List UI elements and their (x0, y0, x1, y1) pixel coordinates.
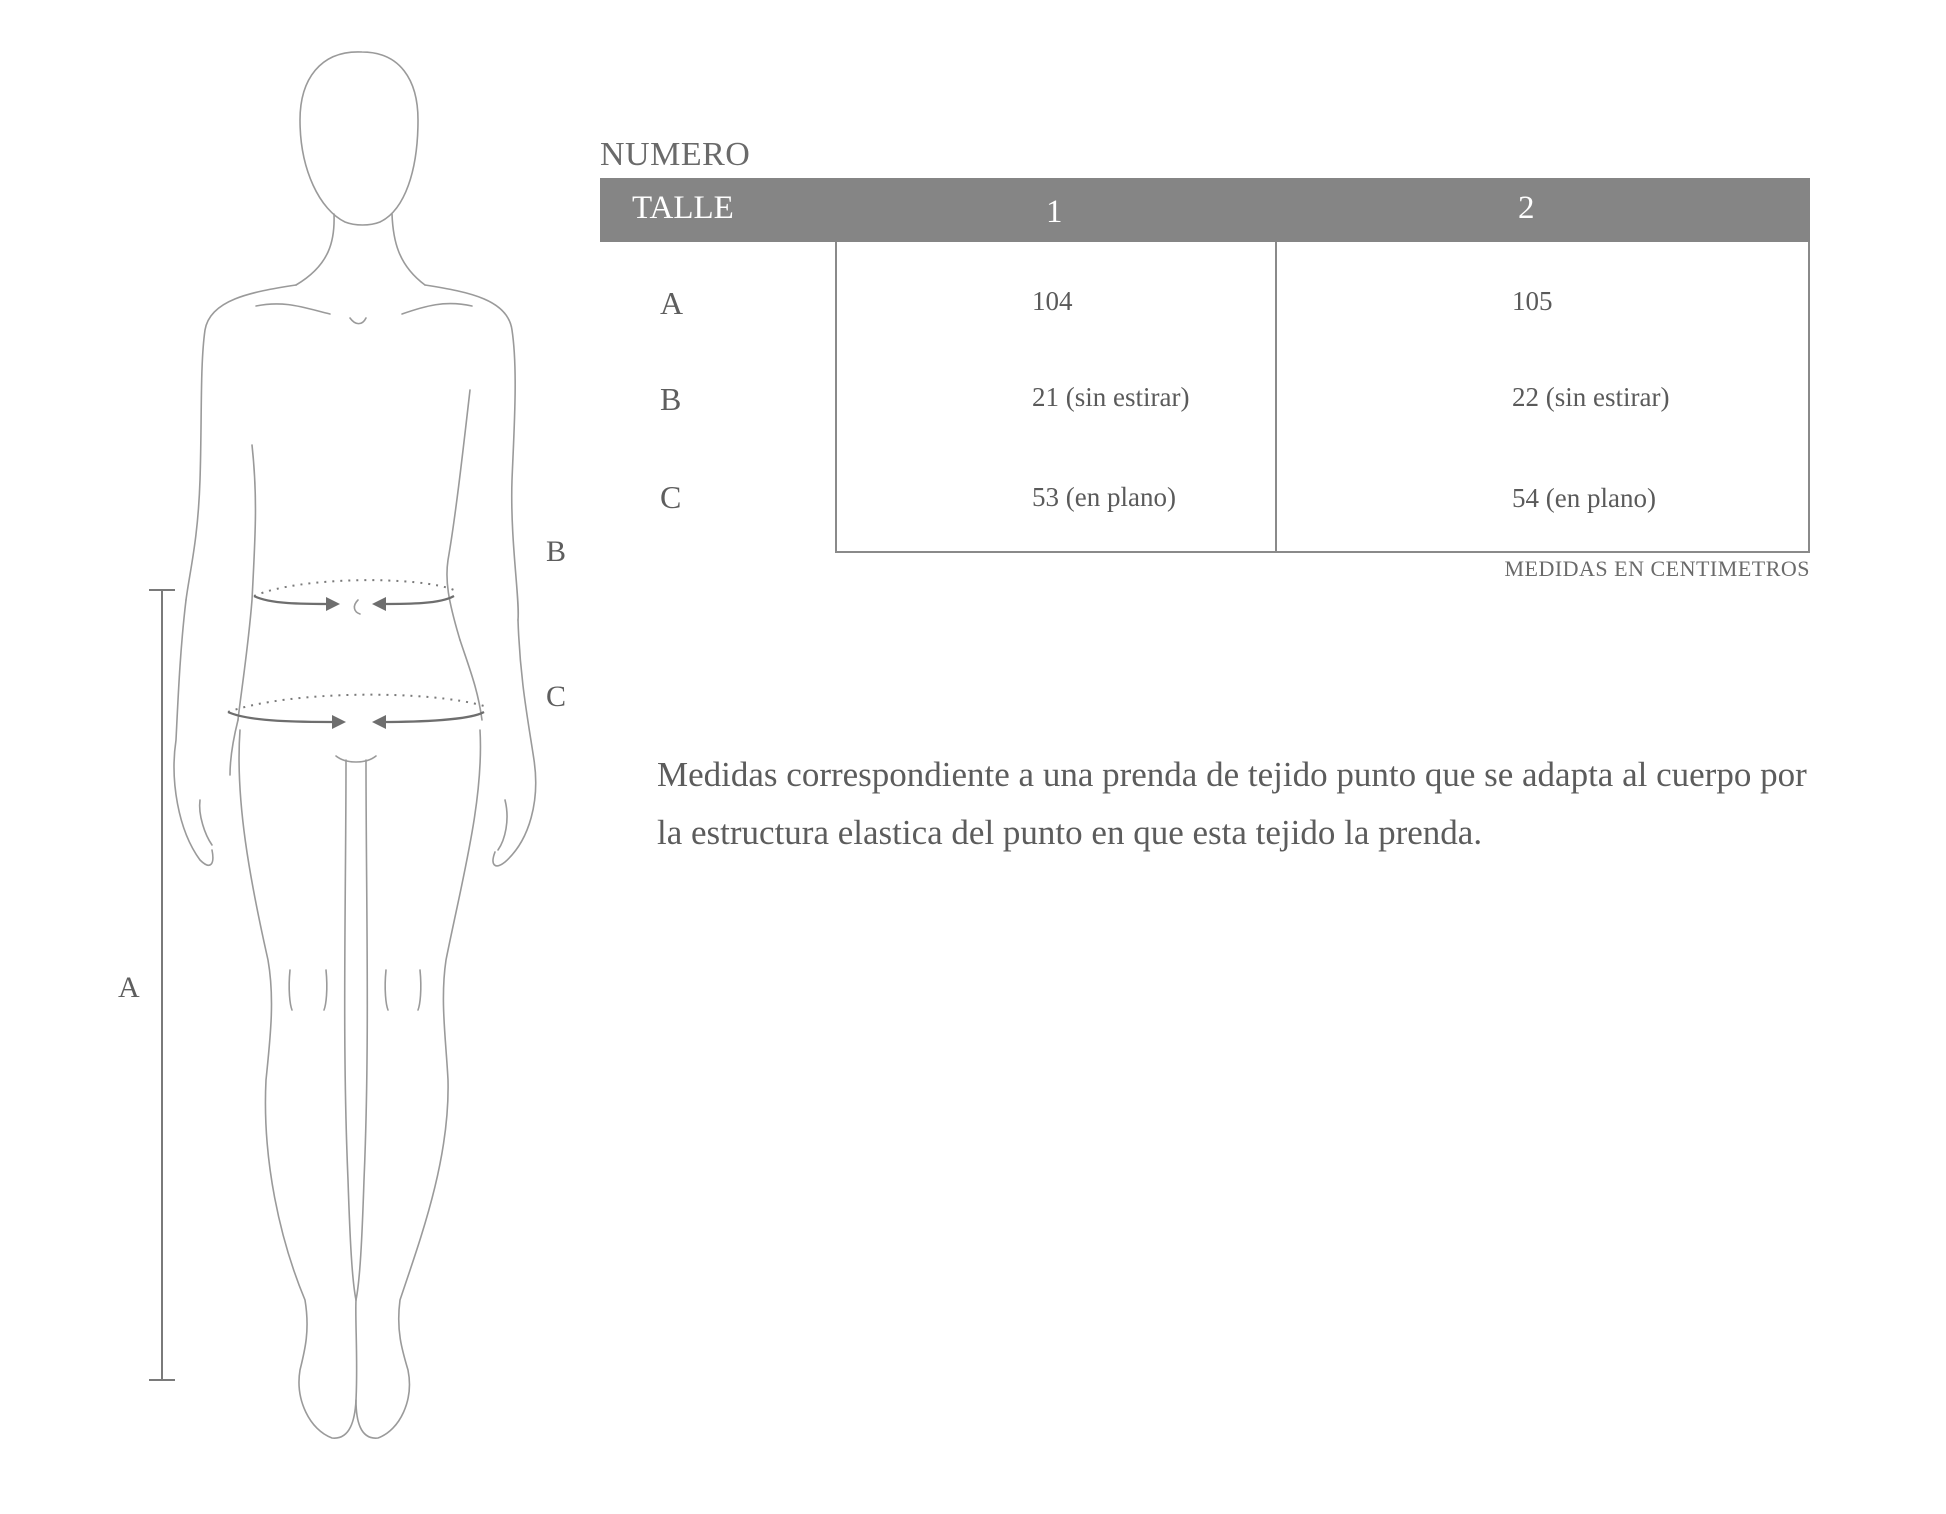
row-label-c: C (660, 479, 682, 515)
header-col-2: 2 (1518, 190, 1535, 226)
header-row-label: TALLE (632, 190, 734, 226)
length-measure-marker (149, 590, 175, 1380)
cell-a-2: 105 (1512, 286, 1553, 316)
hip-measure-marker (228, 695, 484, 729)
units-note: MEDIDAS EN CENTIMETROS (1504, 556, 1810, 581)
table-header (600, 178, 1810, 242)
row-label-b: B (660, 381, 682, 417)
row-label-a: A (660, 285, 684, 321)
size-table (600, 130, 1810, 590)
table-caption: NUMERO (600, 136, 751, 173)
cell-c-1: 53 (en plano) (1032, 482, 1176, 512)
description-text: Medidas correspondiente a una prenda de tejido punto que se adapta al cuerpo por la estructura elastica del punto en que esta tejido la prenda. (657, 755, 1807, 852)
measure-label-b: B (546, 535, 567, 568)
header-col-1: 1 (1046, 194, 1063, 230)
measure-label-a: A (118, 971, 140, 1004)
body-figure (0, 0, 600, 1514)
cell-b-2: 22 (sin estirar) (1512, 382, 1670, 412)
column-divider (1275, 242, 1277, 551)
measure-label-c: C (546, 680, 567, 713)
cell-b-1: 21 (sin estirar) (1032, 382, 1190, 412)
body-outline-illustration (0, 0, 600, 1514)
cell-a-1: 104 (1032, 286, 1073, 316)
cell-c-2: 54 (en plano) (1512, 483, 1656, 513)
